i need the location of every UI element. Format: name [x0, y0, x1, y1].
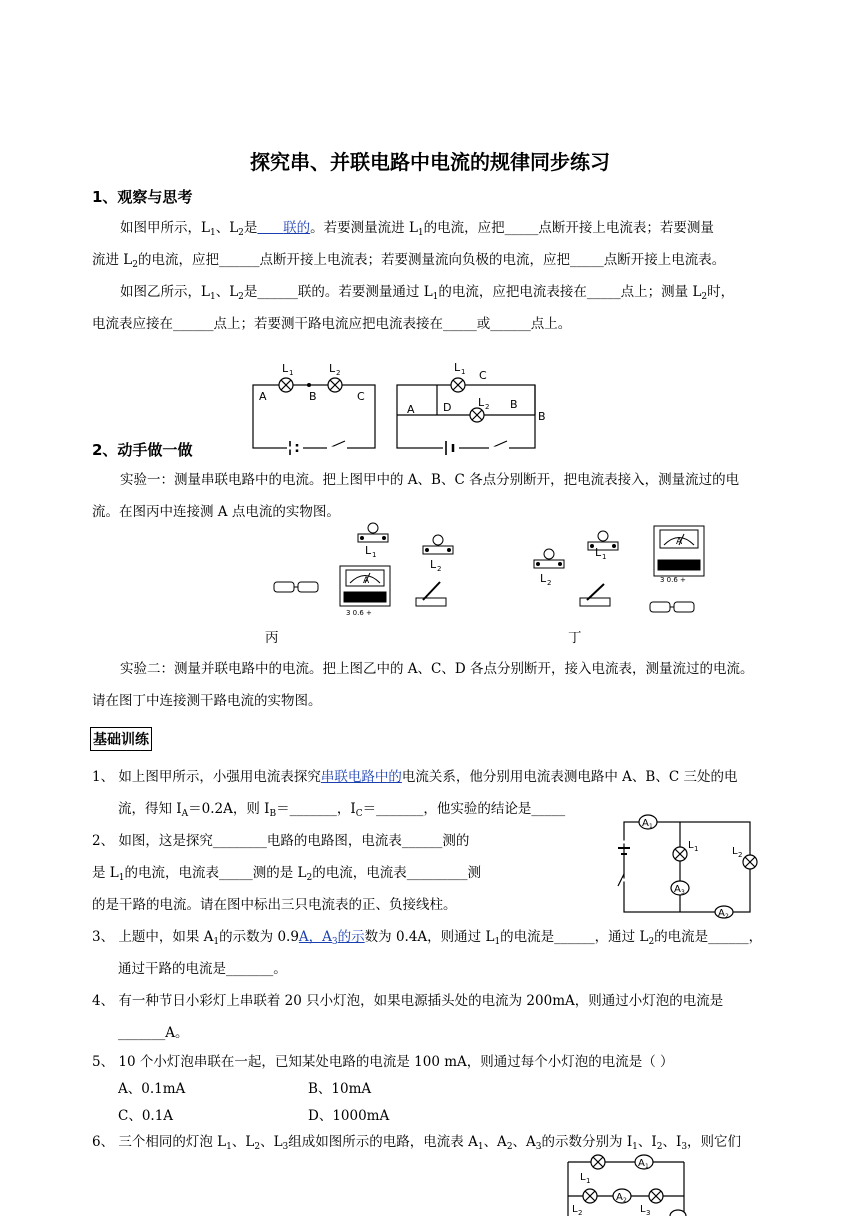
- paragraph-2-line-1: 如图乙所示，$L_1$、$L_2$是______联的。若要测量通过 $L_1$的电流，应把电流表接在_____点上；测量 $L_2$时，: [120, 284, 735, 302]
- svg-text:B: B: [538, 410, 546, 423]
- svg-text:L: L: [540, 572, 547, 585]
- svg-text:L: L: [365, 544, 372, 557]
- bulb-icon: [534, 549, 564, 568]
- svg-text:2: 2: [578, 1209, 583, 1216]
- question-2-line-2: 是 $L_1$的电流，电流表_____测的是 $L_2$的电流，电流表_________测: [92, 865, 481, 883]
- svg-text:1: 1: [461, 368, 466, 376]
- svg-text:L: L: [430, 558, 437, 571]
- svg-text:A: A: [638, 1158, 645, 1169]
- svg-text:1: 1: [602, 553, 607, 561]
- question-6-line-1: 6、 三个相同的灯泡 $L_1$、$L_2$、$L_3$组成如图所示的电路，电流表 $A_1$、$A_2$、$A_3$的示数分别为 $I_1$、$I_2$、$I_3$，则它们: [92, 1134, 742, 1152]
- page-title: 探究串、并联电路中电流的规律同步练习: [250, 150, 610, 174]
- svg-text:L: L: [478, 396, 485, 409]
- question-3-line-1: 3、 上题中，如果 $A_1$的示数为 0.9A，$A_3$的示数为 0.4A，则通过 $L_1$的电流是______，通过 $L_2$的电流是______，: [92, 929, 763, 947]
- svg-text:L: L: [595, 546, 602, 559]
- svg-text:D: D: [443, 401, 452, 414]
- section-heading-observe: 1、观察与思考: [92, 188, 193, 206]
- parallel-circuit-diagram: [608, 812, 768, 920]
- a3-reading-link[interactable]: A，$A_3$的示: [298, 929, 365, 947]
- svg-text:L: L: [329, 362, 336, 375]
- svg-text:1: 1: [289, 369, 294, 377]
- svg-text:L: L: [454, 361, 461, 374]
- switch-icon: [416, 582, 446, 606]
- question-5: 5、 10 个小灯泡串联在一起，已知某处电路的电流是 100 mA，则通过每个小灯泡的电流是（ ）: [92, 1054, 674, 1070]
- three-bulb-circuit-diagram: [558, 1150, 698, 1216]
- paragraph-2-line-2: 电流表应接在______点上；若要测干路电流应把电流表接在_____或______点上。: [92, 316, 572, 332]
- circuit-diagrams-jia-yi: [245, 355, 545, 455]
- svg-text:1: 1: [649, 823, 653, 830]
- svg-text:3: 3: [646, 1209, 651, 1216]
- option-a: A、0.1mA: [118, 1081, 186, 1097]
- svg-text:C: C: [357, 390, 365, 403]
- svg-text:1: 1: [694, 845, 699, 853]
- switch-icon: [580, 584, 610, 606]
- svg-text:2: 2: [547, 579, 552, 587]
- svg-text:A: A: [616, 1192, 623, 1203]
- svg-text:L: L: [580, 1172, 586, 1183]
- blank-link[interactable]: 联的: [283, 220, 311, 236]
- bulb-icon: [588, 531, 618, 550]
- basic-training-label: 基础训练: [90, 727, 152, 751]
- svg-text:2: 2: [336, 369, 341, 377]
- experiment-1-line-2: 流。在图丙中连接测 A 点电流的实物图。: [92, 504, 340, 520]
- figure-caption-bing: 丙: [265, 630, 279, 646]
- question-4-line-1: 4、 有一种节日小彩灯上串联着 20 只小灯泡，如果电源插头处的电流为 200mA，则通过小灯泡的电流是: [92, 993, 724, 1009]
- svg-text:L: L: [732, 846, 738, 857]
- question-2-line-3: 的是干路的电流。请在图中标出三只电流表的正、负接线柱。: [92, 897, 457, 913]
- svg-text:B: B: [510, 398, 518, 411]
- question-4-line-2: _______A。: [118, 1025, 189, 1041]
- svg-text:A: A: [642, 818, 649, 829]
- figure-caption-ding: 丁: [568, 630, 582, 646]
- paragraph-1-line-2: 流进 $L_2$的电流，应把______点断开接上电流表；若要测量流向负极的电流，应把_____点断开接上电流表。: [92, 252, 726, 270]
- ammeter-icon: [340, 566, 390, 606]
- section-heading-hands-on: 2、动手做一做: [92, 441, 193, 459]
- apparatus-figures: [270, 520, 710, 620]
- svg-text:2: 2: [437, 565, 442, 573]
- option-c: C、0.1A: [118, 1108, 174, 1124]
- svg-text:2: 2: [485, 403, 490, 411]
- question-1-line-1: 1、 如上图甲所示，小强用电流表探究串联电路中的电流关系，他分别用电流表测电路中 A、B、C 三处的电: [92, 769, 738, 785]
- svg-text:L: L: [572, 1204, 578, 1215]
- svg-text:3 0.6 +: 3 0.6 +: [660, 576, 686, 584]
- svg-text:A: A: [676, 537, 683, 547]
- svg-text:2: 2: [738, 851, 743, 859]
- svg-text:1: 1: [586, 1177, 591, 1185]
- question-2-line-1: 2、 如图，这是探究________电路的电路图，电流表______测的: [92, 833, 470, 849]
- svg-text:L: L: [282, 362, 289, 375]
- svg-text:L: L: [640, 1204, 646, 1215]
- svg-text:A: A: [718, 908, 725, 919]
- svg-text:A: A: [674, 884, 681, 895]
- experiment-2-line-1: 实验二：测量并联电路中的电流。把上图乙中的 A、C、D 各点分别断开，接入电流表，测量流过的电流。: [120, 661, 754, 677]
- svg-text:3 0.6 +: 3 0.6 +: [346, 609, 372, 617]
- option-b: B、10mA: [308, 1081, 372, 1097]
- paragraph-1-line-1: 如图甲所示，$L_1$、$L_2$是 联的。若要测量流进 $L_1$的电流，应把_____点断开接上电流表；若要测量: [120, 220, 714, 238]
- svg-text:1: 1: [645, 1163, 649, 1170]
- svg-text:L: L: [688, 840, 694, 851]
- svg-text:B: B: [309, 390, 317, 403]
- svg-text:1: 1: [372, 551, 377, 559]
- battery-icon: [650, 602, 694, 612]
- series-circuit-link[interactable]: 串联电路中的: [320, 769, 402, 785]
- svg-text:3: 3: [681, 889, 685, 896]
- svg-text:C: C: [479, 369, 487, 382]
- ammeter-icon: [654, 526, 704, 576]
- svg-text:2: 2: [623, 1197, 627, 1204]
- bulb-icon: [423, 535, 453, 554]
- battery-icon: [274, 582, 318, 592]
- experiment-2-line-2: 请在图丁中连接测干路电流的实物图。: [92, 693, 322, 709]
- question-3-line-2: 通过干路的电流是_______。: [118, 961, 287, 977]
- experiment-1-line-1: 实验一：测量串联电路中的电流。把上图甲中的 A、B、C 各点分别断开，把电流表接入，测量流过的电: [120, 472, 740, 488]
- question-1-line-2: 流，得知 $I_A=0.2A$，则 $I_B=\_\_\_\_\_\_\_$，$I_C=\_\_\_\_\_\_\_$，他实验的结论是_____: [118, 801, 566, 819]
- svg-text:A: A: [407, 403, 415, 416]
- svg-text:A: A: [363, 576, 370, 586]
- svg-text:2: 2: [725, 913, 729, 920]
- option-d: D、1000mA: [308, 1108, 390, 1124]
- svg-text:A: A: [259, 390, 267, 403]
- bulb-icon: [358, 523, 388, 542]
